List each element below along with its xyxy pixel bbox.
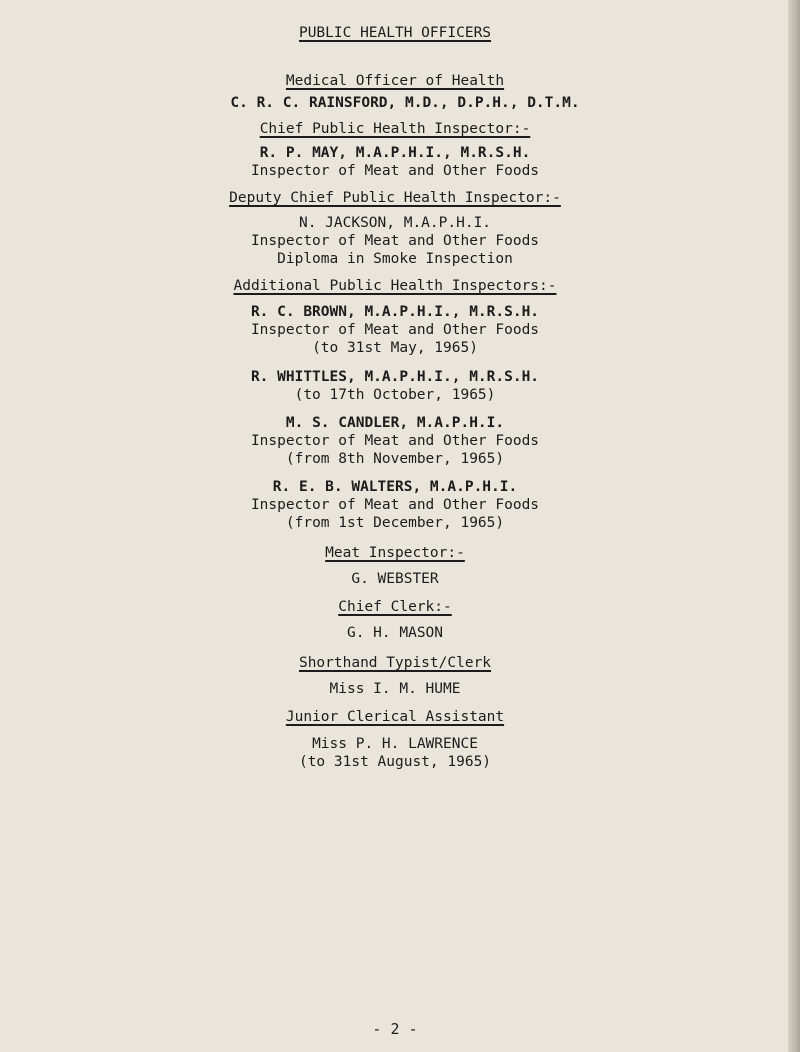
officer-detail: (from 1st December, 1965)	[285, 515, 505, 531]
officer-name: M. S. CANDLER, M.A.P.H.I.	[285, 415, 505, 431]
officer-name: Miss I. M. HUME	[329, 681, 461, 697]
section-heading: Additional Public Health Inspectors:-	[233, 278, 557, 294]
officer-name: Miss P. H. LAWRENCE	[312, 736, 478, 752]
officer-detail: Inspector of Meat and Other Foods	[250, 233, 540, 249]
document-title: PUBLIC HEALTH OFFICERS	[298, 25, 492, 41]
section-heading: Chief Public Health Inspector:-	[259, 121, 531, 137]
officer-detail: Diploma in Smoke Inspection	[277, 251, 513, 267]
officer-name: G. WEBSTER	[351, 571, 439, 587]
officer-name: R. WHITTLES, M.A.P.H.I., M.R.S.H.	[250, 369, 540, 385]
officer-name: R. P. MAY, M.A.P.H.I., M.R.S.H.	[259, 145, 531, 161]
section-heading: Chief Clerk:-	[338, 599, 452, 615]
officer-detail: Inspector of Meat and Other Foods	[250, 322, 540, 338]
officer-name: N. JACKSON, M.A.P.H.I.	[298, 215, 492, 231]
officer-detail: Inspector of Meat and Other Foods	[250, 433, 540, 449]
officer-name: R. C. BROWN, M.A.P.H.I., M.R.S.H.	[250, 304, 540, 320]
section-heading: Junior Clerical Assistant	[285, 709, 505, 725]
page-edge-shadow	[788, 0, 800, 1052]
officer-detail: (to 31st May, 1965)	[312, 340, 478, 356]
section-heading: Deputy Chief Public Health Inspector:-	[229, 190, 561, 206]
officer-detail: (to 17th October, 1965)	[294, 387, 496, 403]
officer-name: R. E. B. WALTERS, M.A.P.H.I.	[272, 479, 518, 495]
section-heading: Medical Officer of Health	[285, 73, 505, 89]
page-number: - 2 -	[372, 1020, 418, 1038]
officer-detail: (to 31st August, 1965)	[298, 754, 492, 770]
section-heading: Meat Inspector:-	[325, 545, 465, 561]
officer-detail: (from 8th November, 1965)	[285, 451, 505, 467]
officer-name: G. H. MASON	[346, 625, 444, 641]
officer-name: C. R. C. RAINSFORD, M.D., D.P.H., D.T.M.	[230, 95, 580, 111]
officer-detail: Inspector of Meat and Other Foods	[250, 497, 540, 513]
section-heading: Shorthand Typist/Clerk	[298, 655, 492, 671]
officer-detail: Inspector of Meat and Other Foods	[250, 163, 540, 179]
